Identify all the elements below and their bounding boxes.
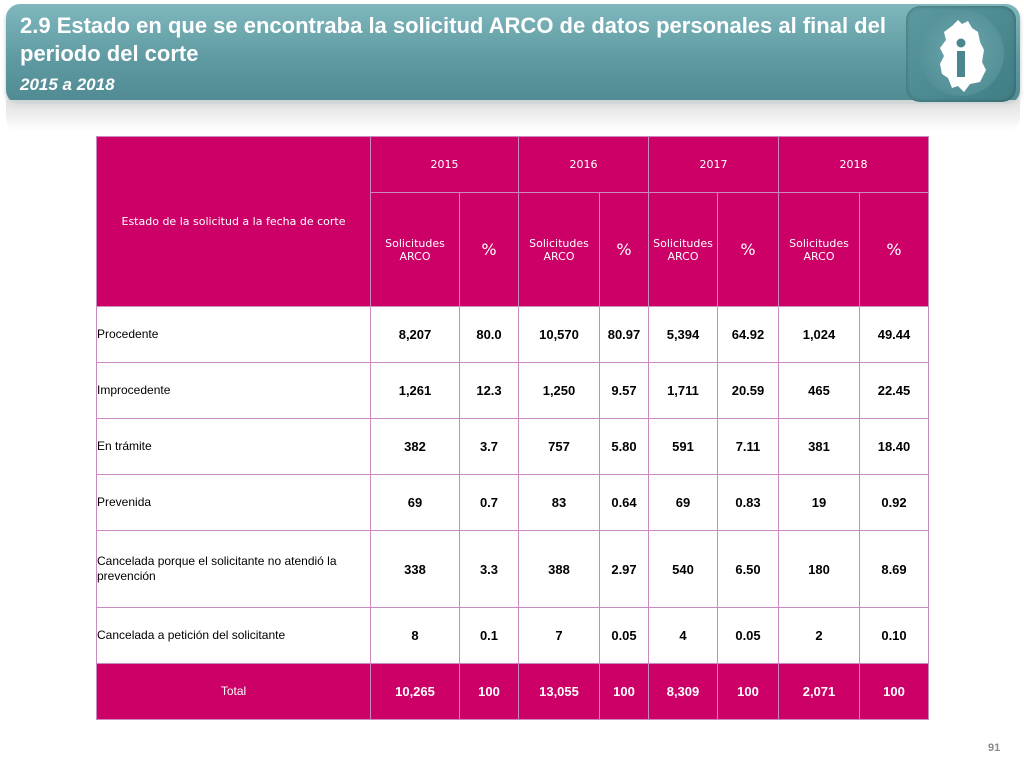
row-label: Cancelada a petición del solicitante: [97, 608, 371, 664]
cell-percent: 0.64: [600, 475, 649, 531]
year-header-2015: 2015: [371, 137, 519, 193]
cell-percent: 0.1: [460, 608, 519, 664]
column-header-estado: Estado de la solicitud a la fecha de corte: [97, 137, 371, 307]
slide-subtitle: 2015 a 2018: [20, 75, 115, 94]
cell-count: 388: [519, 531, 600, 608]
subheader-percent: %: [860, 193, 929, 307]
total-percent: 100: [860, 664, 929, 720]
cell-count: 69: [649, 475, 718, 531]
table-row: [97, 363, 929, 419]
cell-percent: 64.92: [718, 307, 779, 363]
cell-percent: 0.92: [860, 475, 929, 531]
total-count: 2,071: [779, 664, 860, 720]
cell-count: 381: [779, 419, 860, 475]
subheader-solicitudes: Solicitudes ARCO: [519, 193, 600, 307]
cell-count: 338: [371, 531, 460, 608]
subheader-solicitudes: Solicitudes ARCO: [779, 193, 860, 307]
table-row: [97, 307, 929, 363]
cell-count: 1,711: [649, 363, 718, 419]
banner-shadow: [6, 100, 1020, 132]
row-label: En trámite: [97, 419, 371, 475]
cell-count: 5,394: [649, 307, 718, 363]
cell-percent: 0.7: [460, 475, 519, 531]
subheader-percent: %: [460, 193, 519, 307]
cell-count: 1,024: [779, 307, 860, 363]
year-header-2017: 2017: [649, 137, 779, 193]
cell-percent: 18.40: [860, 419, 929, 475]
cell-count: 540: [649, 531, 718, 608]
cell-percent: 7.11: [718, 419, 779, 475]
cell-count: 4: [649, 608, 718, 664]
year-header-2018: 2018: [779, 137, 929, 193]
table-row: [97, 531, 929, 608]
total-count: 8,309: [649, 664, 718, 720]
subheader-percent: %: [718, 193, 779, 307]
cell-percent: 22.45: [860, 363, 929, 419]
cell-percent: 80.97: [600, 307, 649, 363]
subheader-solicitudes: Solicitudes ARCO: [371, 193, 460, 307]
cell-percent: 49.44: [860, 307, 929, 363]
cell-percent: 0.05: [718, 608, 779, 664]
cell-percent: 3.7: [460, 419, 519, 475]
cell-percent: 3.3: [460, 531, 519, 608]
total-percent: 100: [600, 664, 649, 720]
cell-count: 2: [779, 608, 860, 664]
row-label: Prevenida: [97, 475, 371, 531]
cell-percent: 0.10: [860, 608, 929, 664]
cell-percent: 80.0: [460, 307, 519, 363]
cell-count: 10,570: [519, 307, 600, 363]
row-label: Improcedente: [97, 363, 371, 419]
cell-count: 1,261: [371, 363, 460, 419]
row-label: Cancelada porque el solicitante no atendió la prevención: [97, 531, 371, 608]
cell-count: 465: [779, 363, 860, 419]
cell-count: 69: [371, 475, 460, 531]
cell-count: 8,207: [371, 307, 460, 363]
arco-status-table: [96, 136, 929, 720]
cell-percent: 8.69: [860, 531, 929, 608]
table-row: [97, 419, 929, 475]
total-count: 13,055: [519, 664, 600, 720]
cell-percent: 6.50: [718, 531, 779, 608]
cell-count: 19: [779, 475, 860, 531]
page-number: 91: [988, 742, 1001, 754]
total-label: Total: [97, 664, 371, 720]
subheader-solicitudes: Solicitudes ARCO: [649, 193, 718, 307]
total-count: 10,265: [371, 664, 460, 720]
cell-percent: 2.97: [600, 531, 649, 608]
cdmx-map-logo-icon: [906, 6, 1016, 102]
cell-count: 1,250: [519, 363, 600, 419]
year-header-2016: 2016: [519, 137, 649, 193]
cell-percent: 0.05: [600, 608, 649, 664]
cell-count: 382: [371, 419, 460, 475]
slide-title: 2.9 Estado en que se encontraba la solicitud ARCO de datos personales al final del periodo del corte: [20, 13, 886, 66]
cell-count: 591: [649, 419, 718, 475]
cell-percent: 0.83: [718, 475, 779, 531]
cell-count: 8: [371, 608, 460, 664]
cell-count: 180: [779, 531, 860, 608]
cell-count: 757: [519, 419, 600, 475]
subheader-percent: %: [600, 193, 649, 307]
row-label: Procedente: [97, 307, 371, 363]
total-percent: 100: [718, 664, 779, 720]
cell-percent: 9.57: [600, 363, 649, 419]
cell-count: 83: [519, 475, 600, 531]
cell-percent: 12.3: [460, 363, 519, 419]
cell-percent: 20.59: [718, 363, 779, 419]
logo-container: [906, 6, 1016, 102]
cell-percent: 5.80: [600, 419, 649, 475]
total-row: [97, 664, 929, 720]
table-row: [97, 475, 929, 531]
total-percent: 100: [460, 664, 519, 720]
cell-count: 7: [519, 608, 600, 664]
table-row: [97, 608, 929, 664]
